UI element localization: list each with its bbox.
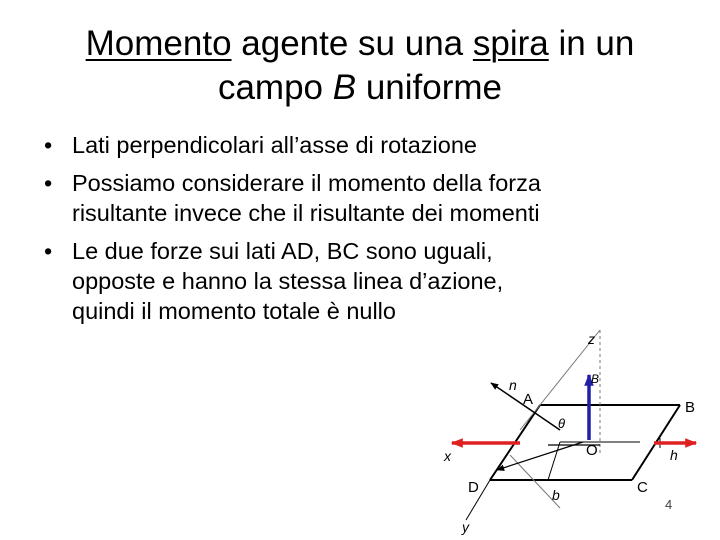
- title-word-spira: spira: [472, 24, 549, 63]
- title-symbol-b: B: [332, 68, 357, 107]
- title-part: in un: [548, 24, 635, 63]
- bullet-text-continued: opposte e hanno la stessa linea d’azione,: [72, 268, 504, 294]
- label-c: C: [637, 479, 648, 496]
- label-h: h: [670, 447, 678, 463]
- title-part: campo: [217, 68, 333, 107]
- label-b: B: [685, 399, 696, 416]
- label-theta: θ: [558, 416, 566, 431]
- label-x: x: [444, 448, 451, 464]
- label-a: A: [523, 391, 534, 408]
- page-number: 4: [665, 497, 673, 512]
- bullet-text: Le due forze sui lati AD, BC sono uguali,: [72, 238, 493, 264]
- title-part: uniforme: [356, 68, 503, 107]
- label-n: n: [509, 377, 517, 393]
- bullet-text: Lati perpendicolari all’asse di rotazione: [72, 132, 477, 158]
- label-b-field: B: [591, 372, 600, 386]
- label-b-side: b: [552, 487, 560, 503]
- radius-arrow: [497, 442, 583, 470]
- label-y: y: [462, 519, 469, 535]
- bullet-dot: •: [44, 170, 53, 196]
- title-part: agente su una: [231, 24, 473, 63]
- title-word-momento: Momento: [85, 24, 232, 63]
- bullet-text: Possiamo considerare il momento della forza: [72, 170, 541, 196]
- bullet-dot: •: [44, 132, 53, 158]
- b-dimension-line: [548, 442, 560, 480]
- bullet-text-continued: quindi il momento totale è nullo: [72, 298, 396, 324]
- label-o: O: [586, 442, 598, 459]
- label-z: z: [588, 331, 595, 347]
- bullet-dot: •: [44, 238, 53, 264]
- label-d: D: [468, 479, 479, 496]
- bullet-text-continued: risultante invece che il risultante dei momenti: [72, 200, 540, 226]
